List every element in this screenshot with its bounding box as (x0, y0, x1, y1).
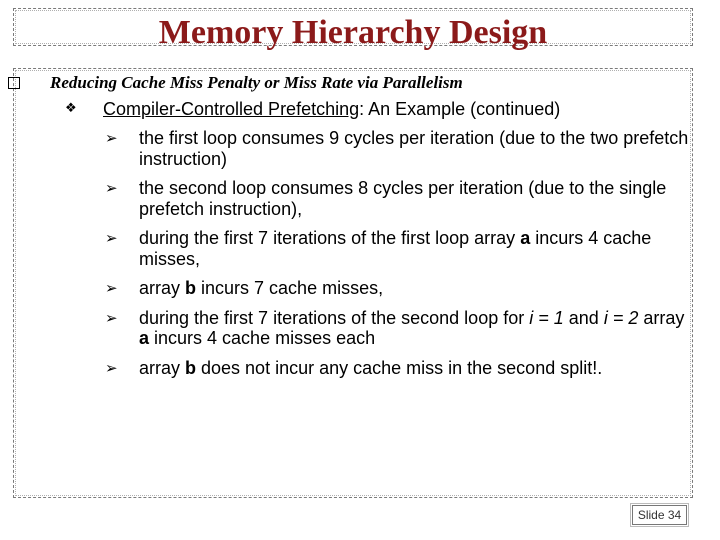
bullet-text (139, 178, 690, 219)
bullet-text-part: does not incur any cache miss in the second split!. (196, 357, 603, 378)
square-bullet-icon (8, 77, 20, 89)
arrow-bullet-icon: ➢ (105, 358, 118, 377)
bullet-text-part: i = 1 (529, 307, 564, 328)
bullet-text-part: b (185, 278, 197, 298)
arrow-bullet-icon: ➢ (105, 308, 118, 327)
bullet-text (139, 128, 690, 169)
bullet-text-part: a (139, 328, 150, 348)
heading-text: Reducing Cache Miss Penalty or Miss Rate via Parallelism (50, 73, 463, 92)
bullet-text-part: array (139, 278, 186, 298)
heading-line (6, 72, 463, 94)
bullet-text-part: incurs 4 cache misses, (139, 228, 652, 269)
subheading-underlined: Compiler-Controlled Prefetching (103, 99, 360, 119)
arrow-bullet-icon: ➢ (105, 179, 118, 197)
bullet-text-part: incurs 4 cache misses each (149, 328, 376, 348)
bullet-text-part: array (139, 357, 186, 378)
bullet-text-part: a (520, 228, 531, 248)
subheading-line (65, 98, 560, 120)
bullet-list (105, 128, 690, 387)
bullet-text-part: array (638, 307, 685, 328)
bullet-text-part: i = (603, 307, 624, 328)
bullet-item (105, 228, 690, 269)
bullet-item (105, 128, 690, 169)
diamond-bullet-icon: ❖ (65, 101, 77, 116)
bullet-text-part: incurs 7 cache misses, (196, 278, 384, 298)
bullet-item (105, 308, 690, 349)
bullet-text (139, 278, 690, 299)
bullet-text-part: b (185, 357, 197, 378)
bullet-text-part: the second loop consumes 8 cycles per iteration (due to the single prefetch instruction), (139, 178, 667, 219)
bullet-item (105, 278, 690, 299)
bullet-text-part: and (563, 307, 604, 328)
bullet-text (139, 228, 690, 269)
subheading-text (103, 98, 560, 120)
arrow-bullet-icon: ➢ (105, 229, 118, 247)
bullet-text-part: during the first 7 iterations of the first loop array (139, 228, 521, 248)
slide-title: Memory Hierarchy Design (158, 14, 548, 51)
arrow-bullet-icon: ➢ (105, 279, 118, 297)
subheading-rest: : An Example (continued) (359, 99, 561, 119)
bullet-item (105, 358, 690, 379)
slide-number: Slide 34 (632, 505, 687, 525)
arrow-bullet-icon: ➢ (105, 129, 118, 147)
bullet-text-part: the first loop consumes 9 cycles per iteration (due to the two prefetch instruction) (139, 128, 689, 169)
bullet-text (139, 358, 690, 379)
bullet-text-part: during the first 7 iterations of the second loop for (139, 307, 530, 328)
title-box (13, 8, 693, 51)
bullet-text-part: 2 (628, 307, 639, 328)
bullet-item (105, 178, 690, 219)
bullet-text (139, 308, 690, 349)
